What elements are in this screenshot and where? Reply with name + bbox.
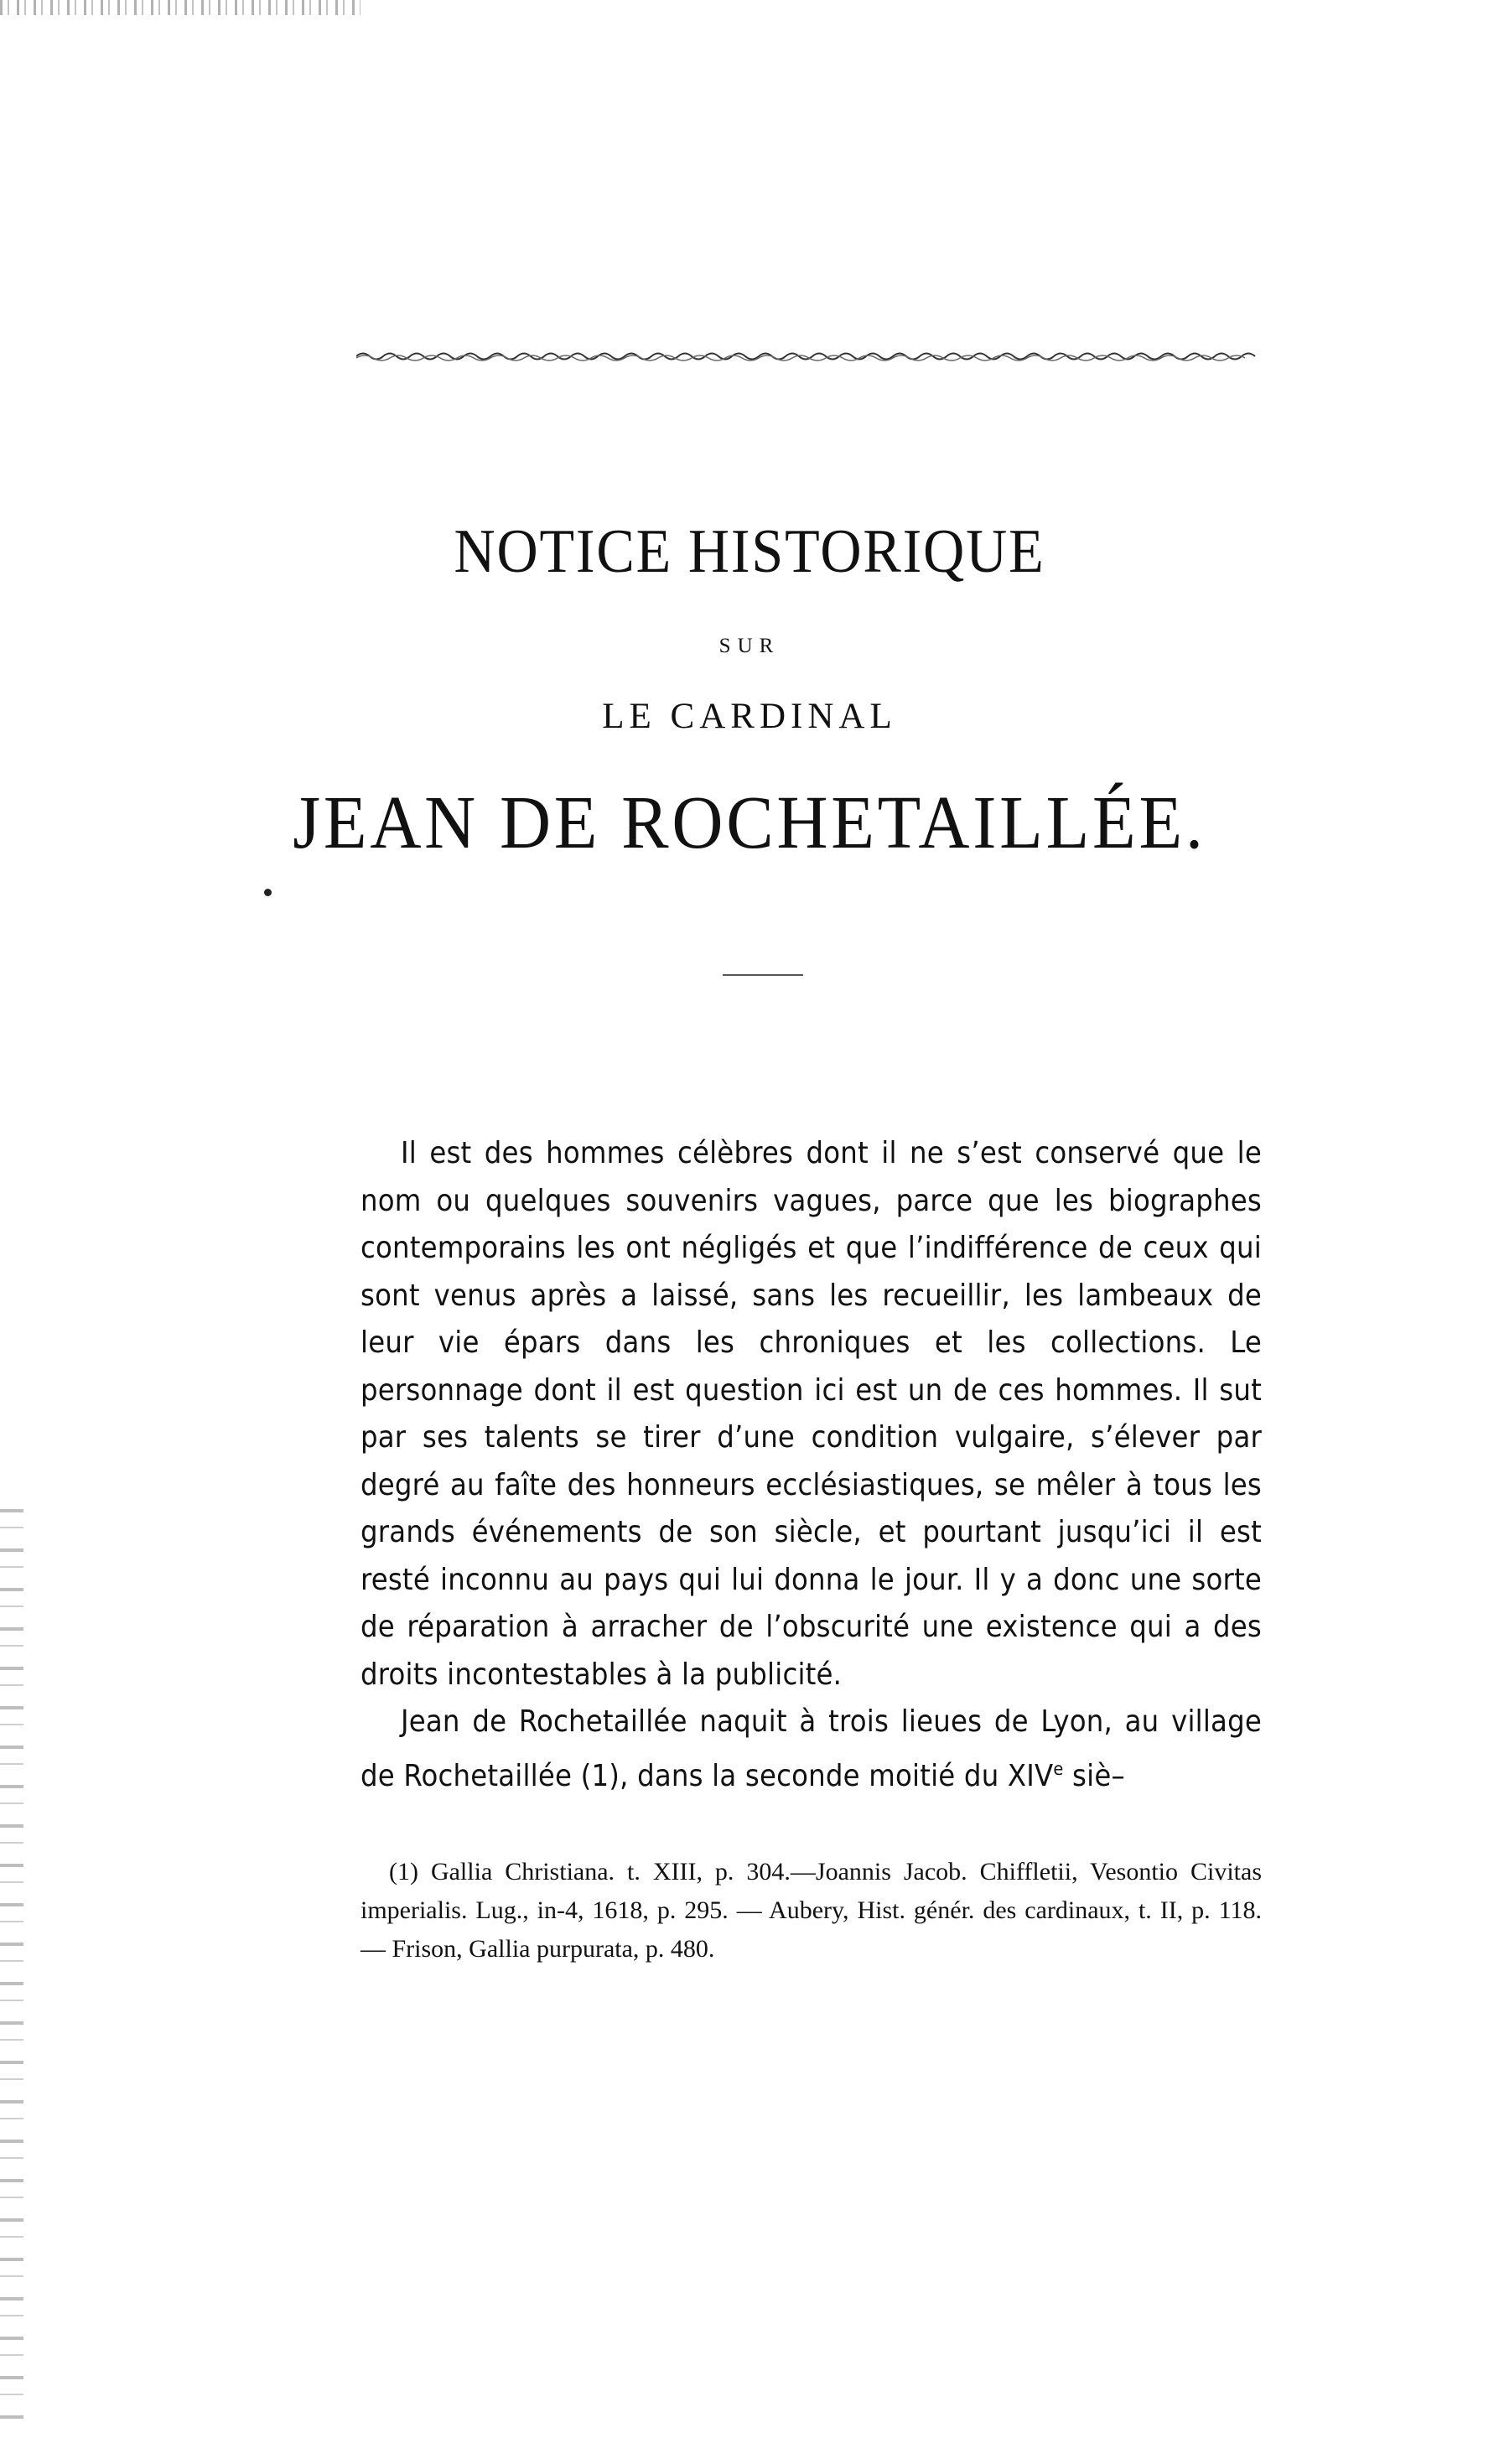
paragraph-2-superscript: e (1053, 1758, 1064, 1780)
paragraph-2-end: siè– (1063, 1758, 1125, 1793)
decorative-wavy-rule (356, 350, 1260, 362)
scan-noise-top (0, 0, 360, 15)
title-sur: SUR (718, 635, 781, 657)
paragraph-2-text: Jean de Rochetaillée naquit à trois lieues de Lyon, au village de Rochetaillée (1), dans la seconde moitié du XIV (360, 1704, 1262, 1793)
paragraph-2 (360, 1699, 1262, 1800)
title-jean-de-rochetaillee: JEAN DE ROCHETAILLÉE. (293, 781, 1206, 864)
body-text (360, 1130, 1262, 1800)
stray-ink-dot (264, 889, 272, 896)
scan-noise-left-edge (0, 1509, 23, 2431)
paragraph-1: Il est des hommes célèbres dont il ne s’est conservé que le nom ou quelques souvenirs vagues, parce que les biographes contemporains les ont négligés et que l’indifférence de ceux qui sont venus après a laissé, sans les recueillir, les lambeaux de leur vie épars dans les chroniques et les collections. Le personnage dont il est question ici est un de ces hommes. Il sut par ses talents se tirer d’une condition vulgaire, s’élever par degré au faîte des honneurs ecclésiastiques, se mêler à tous les grands événements de son siècle, et pourtant jusqu’ici il est resté inconnu au pays qui lui donna le jour. Il y a donc une sorte de réparation à arracher de l’obscurité une existence qui a des droits incontestables à la publicité. (360, 1136, 1262, 1692)
footnotes (360, 1853, 1262, 1969)
title-le-cardinal: LE CARDINAL (602, 697, 897, 736)
title-notice-historique: NOTICE HISTORIQUE (454, 517, 1045, 586)
section-divider-rule (723, 974, 803, 976)
footnote-1: (1) Gallia Christiana. t. XIII, p. 304.—Joannis Jacob. Chiffletii, Vesontio Civitas imperialis. Lug., in-4, 1618, p. 295. — Aubery, Hist. génér. des cardinaux, t. II, p. 118. — Frison, Gallia purpurata, p. 480. (360, 1858, 1262, 1963)
